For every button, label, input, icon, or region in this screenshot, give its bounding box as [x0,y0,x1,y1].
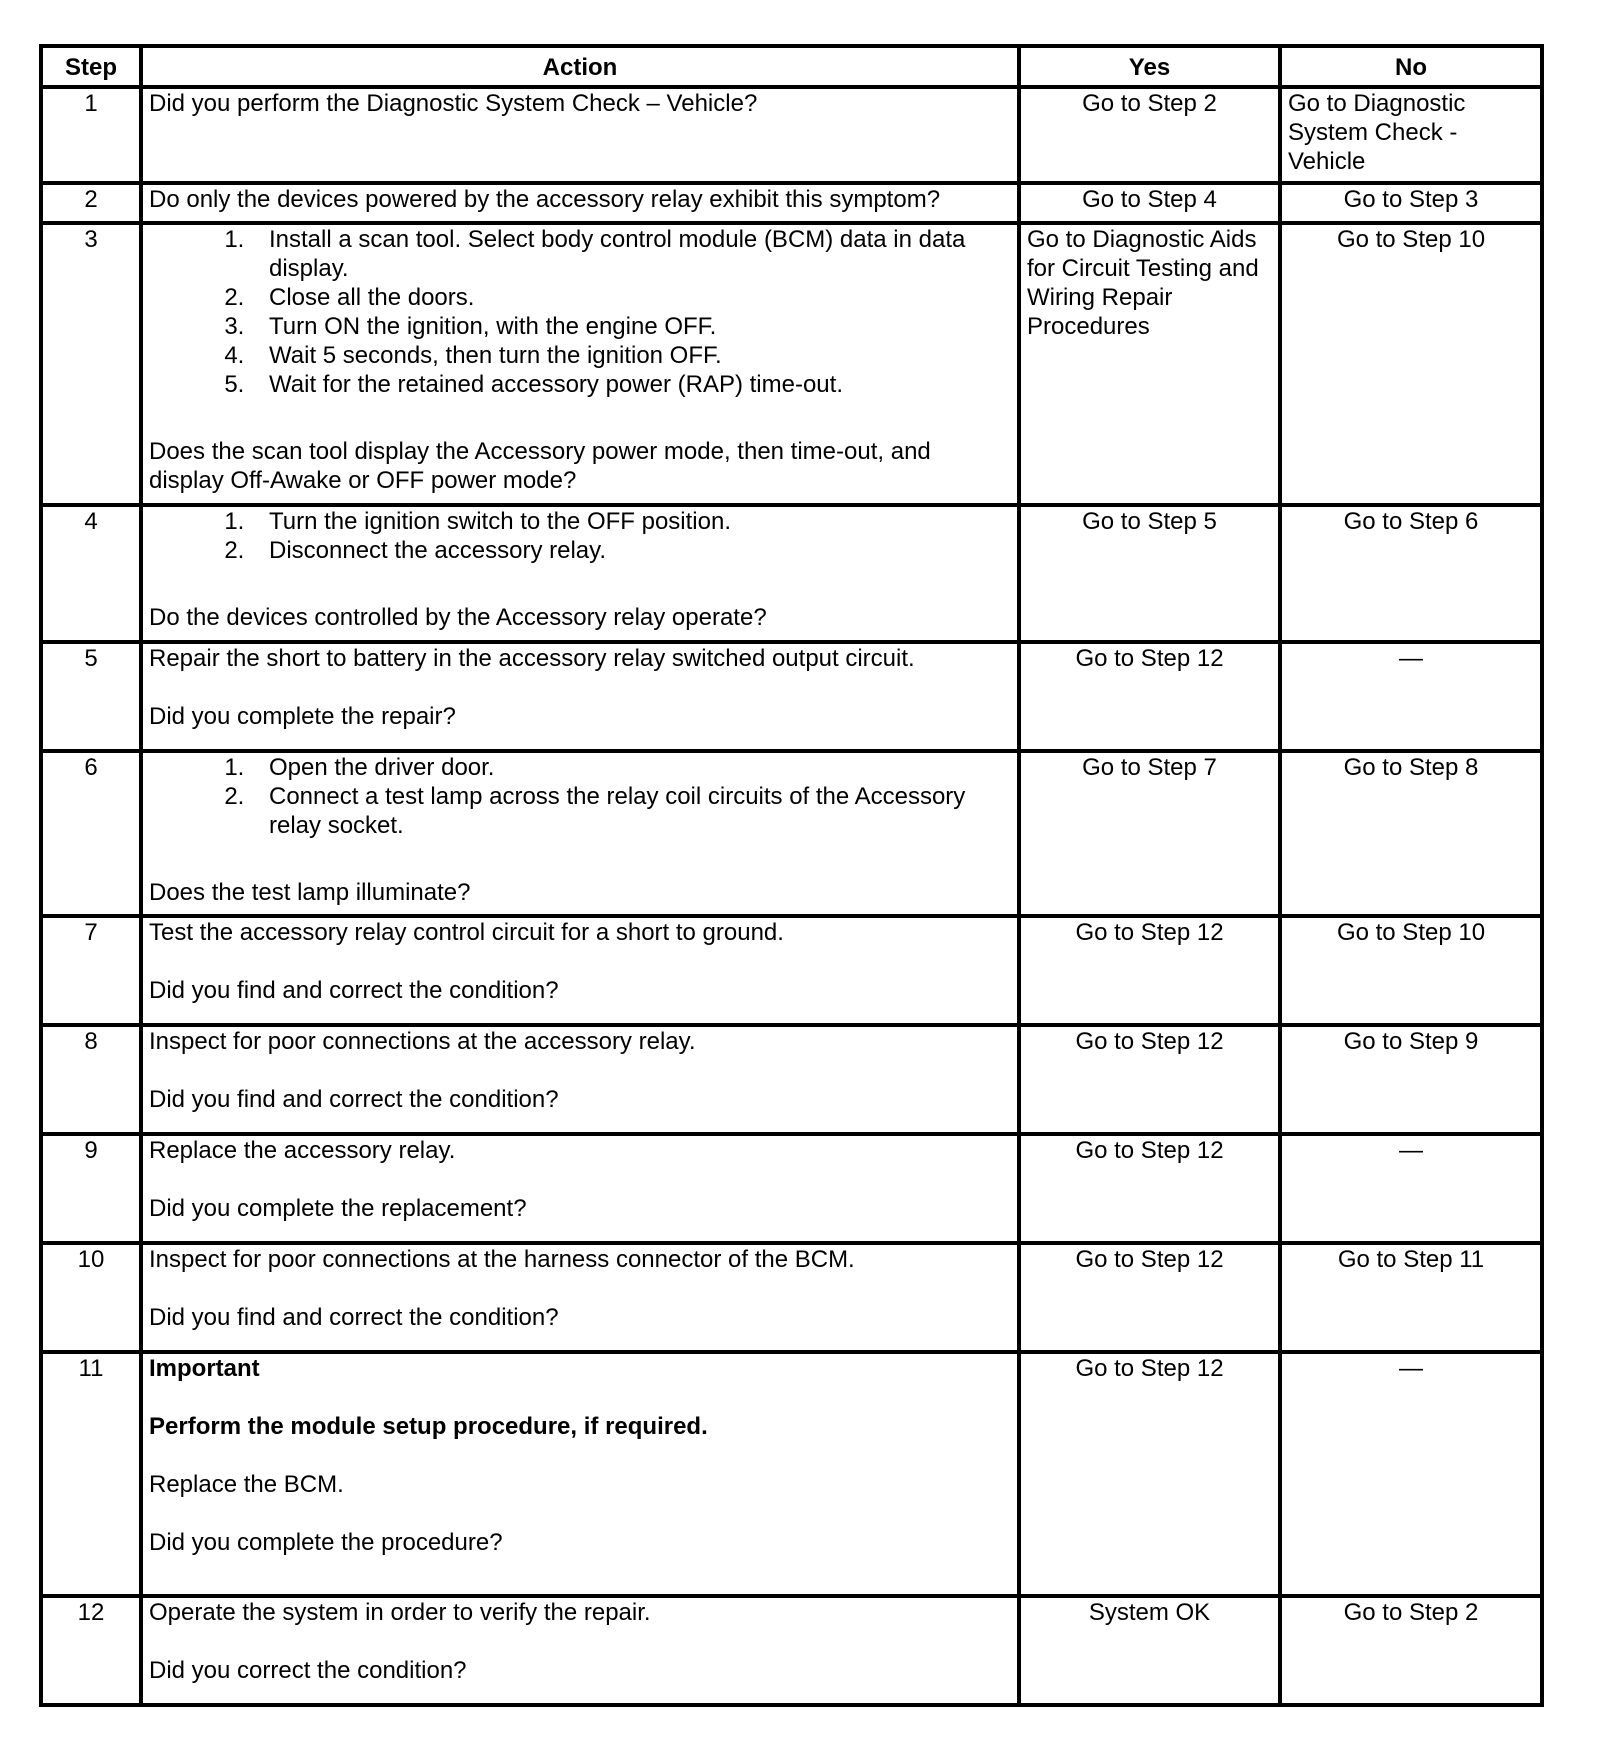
step-number: 1 [41,87,141,183]
action-cell [141,642,1019,751]
no-cell: — [1280,1134,1542,1243]
list-item: 5. Wait for the retained accessory power (RAP) time-out. [251,370,1011,399]
yes-cell: Go to Step 2 [1019,87,1280,183]
step-number: 6 [41,751,141,916]
action-cell [141,1596,1019,1705]
action-question: Did you find and correct the condition? [149,977,559,1004]
action-cell [141,505,1019,642]
diagnostic-table [39,44,1544,1707]
procedure-list [149,225,1011,399]
table-row [41,1025,1542,1134]
yes-cell: Go to Step 12 [1019,916,1280,1025]
action-question: Did you correct the condition? [149,1657,467,1684]
yes-cell: Go to Step 5 [1019,505,1280,642]
step-number: 4 [41,505,141,642]
important-label: Important [149,1355,260,1382]
yes-cell: Go to Step 12 [1019,1352,1280,1596]
step-number: 9 [41,1134,141,1243]
header-row [41,46,1542,87]
action-text: Inspect for poor connections at the accessory relay. [149,1028,696,1055]
action-text: Inspect for poor connections at the harness connector of the BCM. [149,1246,855,1273]
action-cell [141,1243,1019,1352]
yes-cell: Go to Step 12 [1019,1243,1280,1352]
important-note: Perform the module setup procedure, if required. [149,1413,708,1440]
no-cell: Go to Step 6 [1280,505,1542,642]
action-question: Did you complete the repair? [149,703,456,730]
step-number: 12 [41,1596,141,1705]
table-row [41,87,1542,183]
action-question: Did you complete the replacement? [149,1195,527,1222]
table-row [41,642,1542,751]
procedure-list [149,753,1011,840]
no-cell: — [1280,1352,1542,1596]
no-cell: Go to Step 8 [1280,751,1542,916]
action-text: Do only the devices powered by the accessory relay exhibit this symptom? [149,186,941,213]
no-cell: Go to Step 9 [1280,1025,1542,1134]
action-question: Did you find and correct the condition? [149,1086,559,1113]
step-number: 11 [41,1352,141,1596]
header-yes: Yes [1019,46,1280,87]
step-number: 10 [41,1243,141,1352]
action-text: Test the accessory relay control circuit for a short to ground. [149,919,784,946]
list-item: 1. Open the driver door. [251,753,1011,782]
step-number: 8 [41,1025,141,1134]
list-item: 4. Wait 5 seconds, then turn the ignition OFF. [251,341,1011,370]
step-number: 7 [41,916,141,1025]
table-row [41,223,1542,505]
action-question: Did you complete the procedure? [149,1529,503,1556]
no-cell: Go to Step 11 [1280,1243,1542,1352]
table-row [41,1134,1542,1243]
action-cell [141,223,1019,505]
action-text: Replace the BCM. [149,1471,344,1498]
yes-cell: Go to Step 12 [1019,1025,1280,1134]
list-item: 1. Turn the ignition switch to the OFF position. [251,507,1011,536]
action-question: Does the scan tool display the Accessory power mode, then time-out, and display Off-Awake or OFF power mode? [149,438,931,494]
yes-cell: Go to Diagnostic Aids for Circuit Testing and Wiring Repair Procedures [1019,223,1280,505]
no-cell: Go to Diagnostic System Check - Vehicle [1280,87,1542,183]
action-cell [141,751,1019,916]
list-item: 1. Install a scan tool. Select body control module (BCM) data in data display. [251,225,1011,283]
table-row [41,751,1542,916]
no-cell: Go to Step 2 [1280,1596,1542,1705]
action-cell [141,183,1019,223]
action-cell [141,1352,1019,1596]
no-cell: — [1280,642,1542,751]
list-item: 3. Turn ON the ignition, with the engine OFF. [251,312,1011,341]
table-row [41,1596,1542,1705]
table-row [41,916,1542,1025]
table-row [41,1243,1542,1352]
table-row [41,183,1542,223]
list-item: 2. Close all the doors. [251,283,1011,312]
action-cell [141,916,1019,1025]
action-question: Do the devices controlled by the Accessory relay operate? [149,604,767,631]
yes-cell: Go to Step 7 [1019,751,1280,916]
procedure-list [149,507,1011,565]
header-no: No [1280,46,1542,87]
action-cell [141,1025,1019,1134]
action-cell [141,1134,1019,1243]
action-question: Did you find and correct the condition? [149,1304,559,1331]
action-text: Replace the accessory relay. [149,1137,456,1164]
no-cell: Go to Step 10 [1280,916,1542,1025]
action-text: Did you perform the Diagnostic System Check – Vehicle? [149,90,758,117]
step-number: 5 [41,642,141,751]
header-action: Action [141,46,1019,87]
table-row [41,505,1542,642]
header-step: Step [41,46,141,87]
no-cell: Go to Step 10 [1280,223,1542,505]
yes-cell: Go to Step 4 [1019,183,1280,223]
action-question: Does the test lamp illuminate? [149,879,471,906]
table-row [41,1352,1542,1596]
step-number: 3 [41,223,141,505]
yes-cell: Go to Step 12 [1019,642,1280,751]
action-cell [141,87,1019,183]
action-text: Repair the short to battery in the accessory relay switched output circuit. [149,645,915,672]
yes-cell: Go to Step 12 [1019,1134,1280,1243]
no-cell: Go to Step 3 [1280,183,1542,223]
list-item: 2. Connect a test lamp across the relay coil circuits of the Accessory relay socket. [251,782,1011,840]
step-number: 2 [41,183,141,223]
yes-cell: System OK [1019,1596,1280,1705]
action-text: Operate the system in order to verify the repair. [149,1599,651,1626]
list-item: 2. Disconnect the accessory relay. [251,536,1011,565]
